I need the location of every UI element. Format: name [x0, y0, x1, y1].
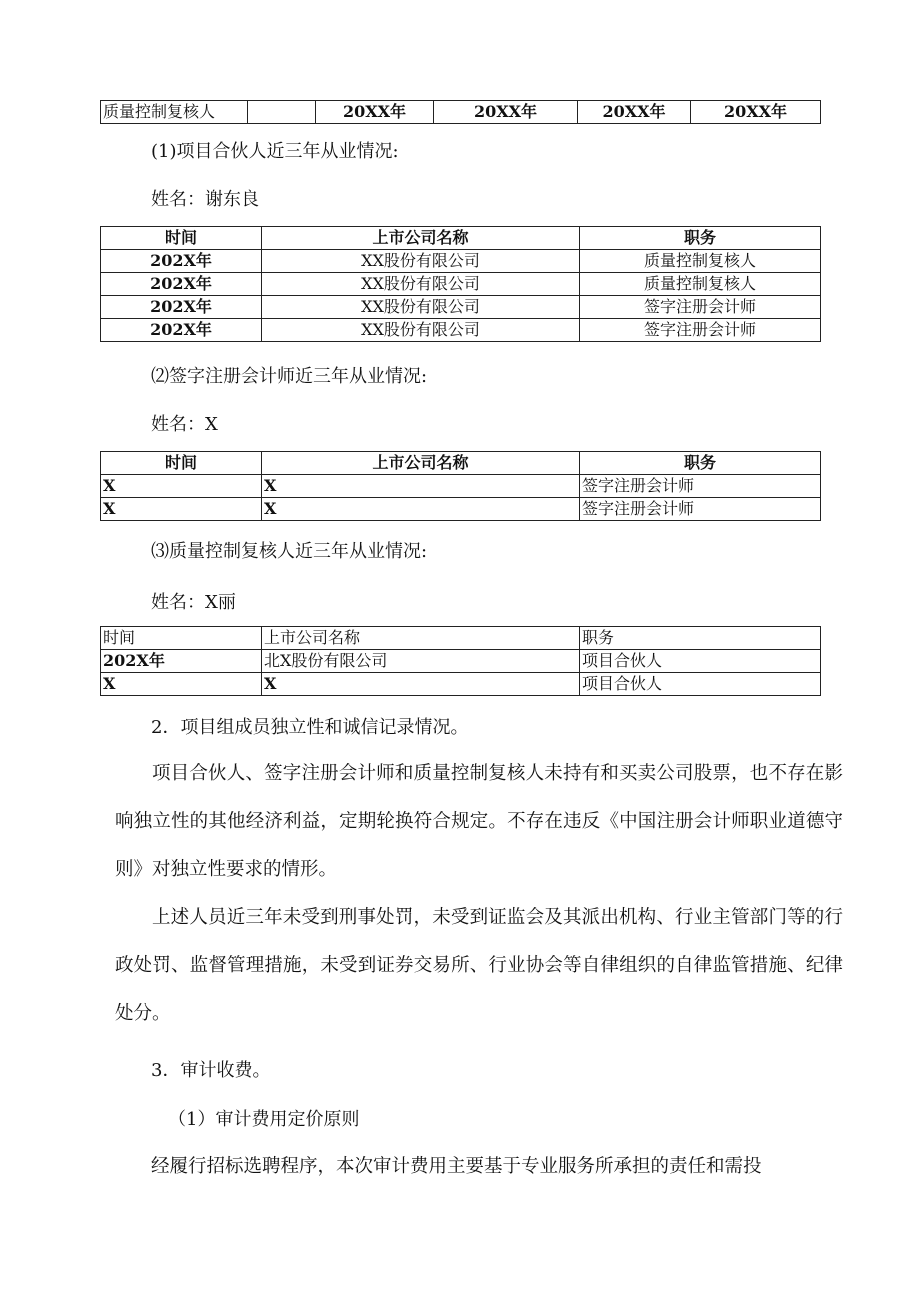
cell: 202X年	[101, 250, 262, 273]
header-cell: 上市公司名称	[262, 227, 580, 250]
header-cell: 时间	[101, 627, 262, 650]
cell: 202X年	[101, 273, 262, 296]
table-header-row	[101, 227, 821, 250]
cell: 项目合伙人	[580, 650, 821, 673]
item-heading: 2．项目组成员独立性和诚信记录情况。	[151, 717, 469, 738]
cell: X	[262, 498, 580, 521]
section-heading: ⑵签字注册会计师近三年从业情况:	[151, 366, 428, 387]
cell: X	[262, 673, 580, 696]
cell: X	[101, 498, 262, 521]
cell: 签字注册会计师	[580, 296, 821, 319]
cell: 20XX年	[691, 101, 821, 124]
table-row	[101, 101, 821, 124]
cell: 质量控制复核人	[580, 250, 821, 273]
cell: 质量控制复核人	[101, 101, 248, 124]
cell: 签字注册会计师	[580, 475, 821, 498]
table-row	[101, 319, 821, 342]
header-cell: 时间	[101, 452, 262, 475]
cell: XX股份有限公司	[262, 273, 580, 296]
section-heading: (1)项目合伙人近三年从业情况:	[151, 141, 399, 162]
top-table	[100, 100, 821, 124]
cell: 202X年	[101, 296, 262, 319]
cell: X	[262, 475, 580, 498]
section-heading: ⑶质量控制复核人近三年从业情况:	[151, 541, 428, 562]
cell: 签字注册会计师	[580, 319, 821, 342]
cell: X	[101, 475, 262, 498]
cell: 20XX年	[316, 101, 434, 124]
paragraph: 经履行招标选聘程序，本次审计费用主要基于专业服务所承担的责任和需投	[151, 1156, 762, 1177]
cell: 20XX年	[434, 101, 578, 124]
header-cell: 职务	[580, 452, 821, 475]
header-cell: 时间	[101, 227, 262, 250]
table-header-row	[101, 452, 821, 475]
header-cell: 上市公司名称	[262, 627, 580, 650]
header-cell: 职务	[580, 627, 821, 650]
table-row	[101, 250, 821, 273]
experience-table-3	[100, 626, 821, 696]
cell: XX股份有限公司	[262, 319, 580, 342]
cell: X	[101, 673, 262, 696]
table-row	[101, 498, 821, 521]
cell: XX股份有限公司	[262, 250, 580, 273]
cell: 202X年	[101, 319, 262, 342]
table-row	[101, 273, 821, 296]
cell	[248, 101, 316, 124]
item-heading: 3．审计收费。	[151, 1060, 271, 1081]
header-cell: 职务	[580, 227, 821, 250]
table-row	[101, 673, 821, 696]
paragraph: 上述人员近三年未受到刑事处罚，未受到证监会及其派出机构、行业主管部门等的行政处罚、监督管理措施，未受到证券交易所、行业协会等自律组织的自律监管措施、纪律处分。	[115, 907, 843, 1024]
cell: XX股份有限公司	[262, 296, 580, 319]
table-row	[101, 650, 821, 673]
table-row	[101, 475, 821, 498]
cell: 北X股份有限公司	[262, 650, 580, 673]
cell: 签字注册会计师	[580, 498, 821, 521]
sub-heading: （1）审计费用定价原则	[168, 1109, 360, 1130]
person-name: 姓名：谢东良	[151, 189, 259, 210]
cell: 20XX年	[578, 101, 691, 124]
paragraph: 项目合伙人、签字注册会计师和质量控制复核人未持有和买卖公司股票，也不存在影响独立性的其他经济利益，定期轮换符合规定。不存在违反《中国注册会计师职业道德守则》对独立性要求的情形。	[115, 763, 843, 880]
person-name: 姓名：X	[151, 414, 218, 435]
header-cell: 上市公司名称	[262, 452, 580, 475]
cell: 202X年	[101, 650, 262, 673]
person-name: 姓名：X丽	[151, 592, 236, 613]
cell: 项目合伙人	[580, 673, 821, 696]
experience-table-1	[100, 226, 821, 342]
table-row	[101, 296, 821, 319]
table-header-row	[101, 627, 821, 650]
experience-table-2	[100, 451, 821, 521]
cell: 质量控制复核人	[580, 273, 821, 296]
